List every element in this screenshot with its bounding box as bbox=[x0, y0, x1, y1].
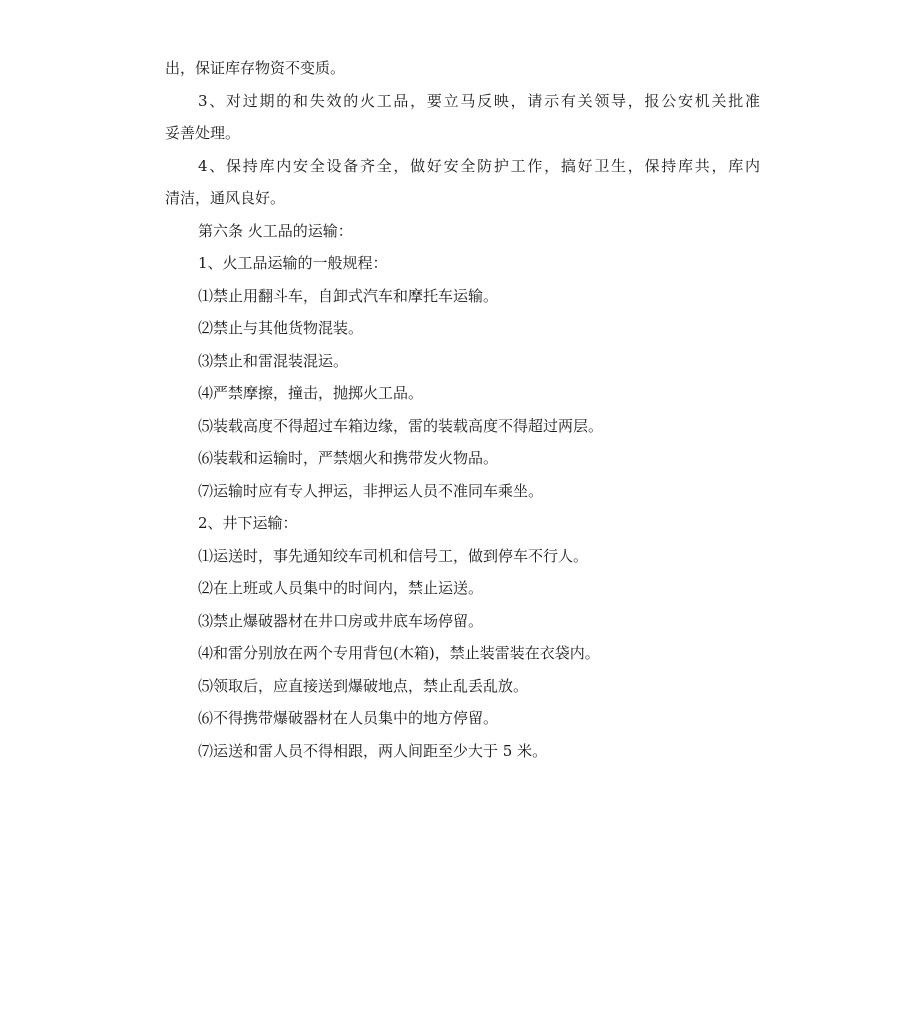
paragraph-line: 4、保持库内安全设备齐全，做好安全防护工作，搞好卫生，保持库共，库内 bbox=[198, 156, 760, 175]
list-item: ⑶禁止和雷混装混运。 bbox=[198, 351, 349, 370]
document-body bbox=[165, 52, 760, 767]
list-item: ⑹不得携带爆破器材在人员集中的地方停留。 bbox=[198, 709, 499, 727]
list-item: ⑺运送和雷人员不得相跟，两人间距至少大于 5 米。 bbox=[198, 741, 548, 760]
paragraph-line: 妥善处理。 bbox=[165, 124, 241, 142]
list-item: ⑺运输时应有专人押运，非押运人员不准同车乘坐。 bbox=[198, 481, 544, 500]
list-item: ⑴运送时，事先通知绞车司机和信号工，做到停车不行人。 bbox=[198, 546, 589, 565]
subsection-heading: 2、井下运输： bbox=[198, 514, 298, 532]
list-item: ⑹装载和运输时，严禁烟火和携带发火物品。 bbox=[198, 449, 499, 467]
list-item: ⑷和雷分别放在两个专用背包(木箱)，禁止装雷装在衣袋内。 bbox=[198, 644, 600, 662]
paragraph-line: 3、对过期的和失效的火工品，要立马反映，请示有关领导，报公安机关批准 bbox=[198, 91, 760, 110]
list-item: ⑷严禁摩擦，撞击，抛掷火工品。 bbox=[198, 384, 424, 402]
list-item: ⑸领取后，应直接送到爆破地点，禁止乱丢乱放。 bbox=[198, 676, 529, 695]
paragraph-line: 出，保证库存物资不变质。 bbox=[165, 59, 346, 77]
list-item: ⑸装载高度不得超过车箱边缘，雷的装载高度不得超过两层。 bbox=[198, 416, 604, 435]
list-item: ⑵在上班或人员集中的时间内，禁止运送。 bbox=[198, 579, 484, 597]
list-item: ⑴禁止用翻斗车，自卸式汽车和摩托车运输。 bbox=[198, 286, 499, 305]
section-heading: 第六条 火工品的运输： bbox=[198, 221, 353, 240]
list-item: ⑵禁止与其他货物混装。 bbox=[198, 319, 364, 337]
list-item: ⑶禁止爆破器材在井口房或井底车场停留。 bbox=[198, 611, 484, 630]
paragraph-line: 清洁，通风良好。 bbox=[165, 189, 286, 207]
subsection-heading: 1、火工品运输的一般规程： bbox=[198, 254, 388, 272]
